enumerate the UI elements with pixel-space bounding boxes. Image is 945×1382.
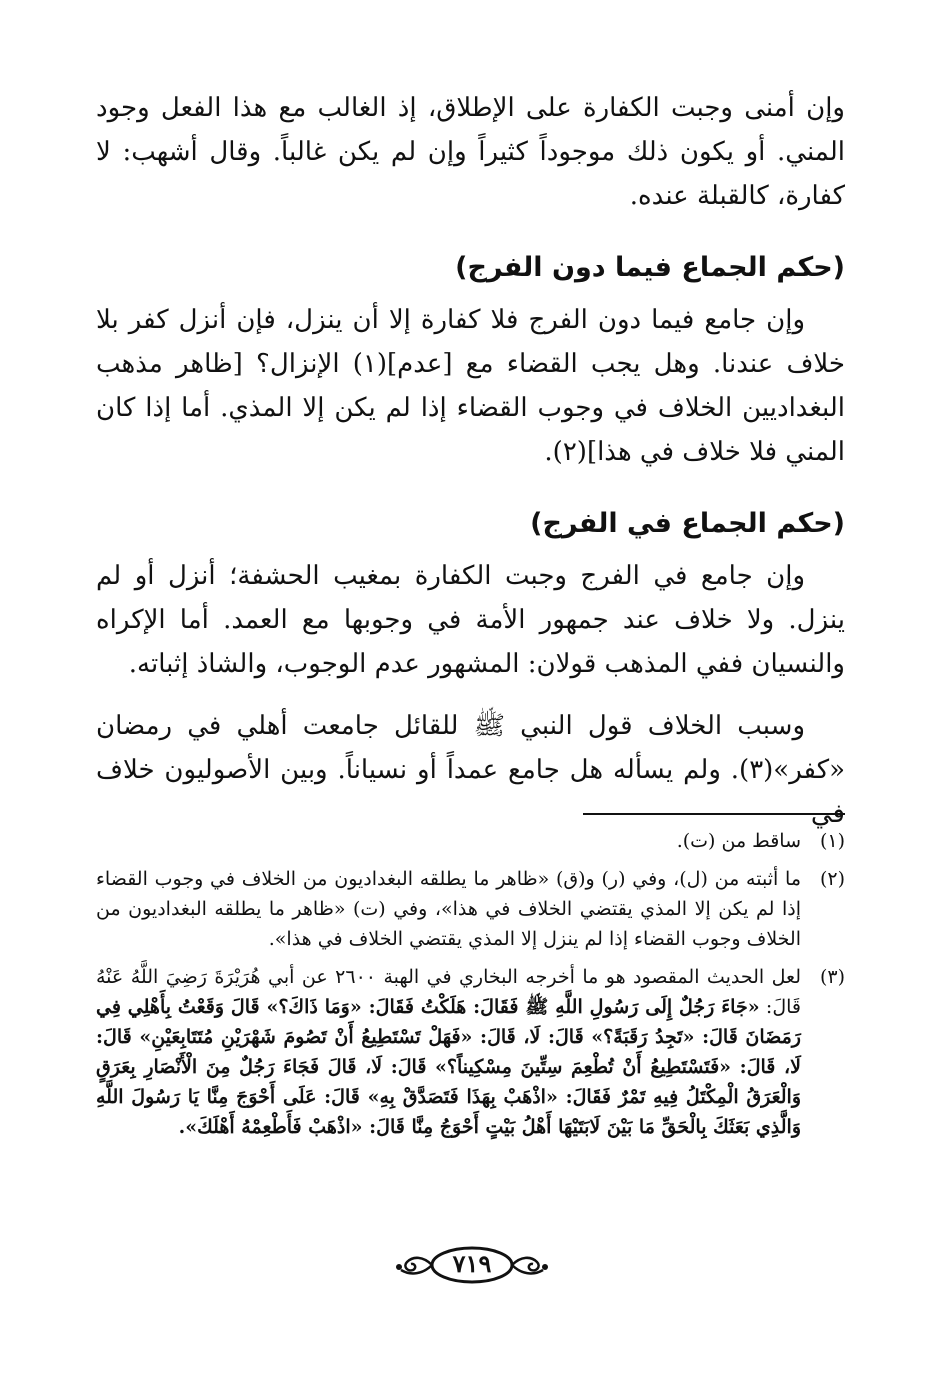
section-paragraph-non-genital: وإن جامع فيما دون الفرج فلا كفارة إلا أن ينزل، فإن أنزل كفر بلا خلاف عندنا. وهل يجب القضاء مع [عدم](١) الإنزال؟ [ظاهر مذهب البغداديين الخلاف في وجوب القضاء إذا لم يكن إلا المذي. أما إذا كان المني فلا خلاف في هذا](٢).: [96, 305, 845, 467]
footnote-number: (١): [819, 830, 845, 852]
footnote-number: (٣): [819, 966, 845, 988]
footnote-separator: [583, 813, 845, 815]
footnote-intro: لعل الحديث المقصود هو ما أخرجه البخاري في الهبة ٢٦٠٠ عن أبي هُرَيْرَةَ رَضِيَ اللَّهُ عَنْهُ قَالَ:: [96, 966, 801, 1018]
footnote-item: [96, 864, 845, 954]
footnotes: [96, 826, 845, 1150]
footnote-hadith: «جَاءَ رَجُلٌ إِلَى رَسُولِ اللَّهِ ﷺ فَقَالَ: هَلَكْتُ فَقَالَ: «وَمَا ذَاكَ؟» قَالَ وَقَعْتُ بِأَهْلِي فِي رَمَضَانَ قَالَ: «تَجِدُ رَقَبَةً؟» قَالَ: لَا، قَالَ: «فَهَلْ تَسْتَطِيعُ أَنْ تَصُومَ شَهْرَيْنِ مُتَتَابِعَيْنِ» قَالَ: لَا، قَالَ: «فَتَسْتَطِيعُ أَنْ تُطْعِمَ سِتِّينَ مِسْكِيناً؟» قَالَ: لَا، قَالَ فَجَاءَ رَجُلٌ مِنَ الْأَنْصَارِ بِعَرَقٍ وَالْعَرَقُ الْمِكْتَلُ فِيهِ تَمْرٌ فَقَالَ: «اذْهَبْ بِهَذَا فَتَصَدَّقْ بِهِ» قَالَ: عَلَى أَحْوَجَ مِنَّا يَا رَسُولَ اللَّهِ وَالَّذِي بَعَثَكَ بِالْحَقِّ مَا بَيْنَ لَابَتَيْهَا أَهْلُ بَيْتٍ أَحْوَجُ مِنَّا قَالَ: «اذْهَبْ فَأَطْعِمْهُ أَهْلَكَ».: [96, 996, 801, 1138]
section-heading-genital: (حكم الجماع في الفرج): [530, 508, 845, 539]
footnote-item: [96, 962, 845, 1142]
footnote-item: [96, 826, 845, 856]
footnote-number: (٢): [819, 868, 845, 890]
page-number: ٧١٩: [452, 1249, 492, 1278]
footnote-text: ساقط من (ت).: [676, 830, 801, 852]
footnote-text: [96, 962, 801, 1142]
section-paragraph-genital-2: وسبب الخلاف قول النبي ﷺ للقائل جامعت أهلي في رمضان «كفر»(٣). ولم يسأله هل جامع عمداً أو نسياناً. وبين الأصوليون خلاف في: [96, 711, 845, 829]
section-paragraph-genital-1: وإن جامع في الفرج وجبت الكفارة بمغيب الحشفة؛ أنزل أو لم ينزل. ولا خلاف عند جمهور الأمة في وجوبها مع العمد. أما الإكراه والنسيان ففي المذهب قولان: المشهور عدم الوجوب، والشاذ إثباته.: [96, 561, 845, 679]
page-body: [96, 86, 845, 836]
intro-paragraph: وإن أمنى وجبت الكفارة على الإطلاق، إذ الغالب مع هذا الفعل وجود المني. أو يكون ذلك موجوداً كثيراً وإن لم يكن غالباً. وقال أشهب: لا كفارة، كالقبلة عنده.: [96, 93, 845, 211]
section-heading-non-genital: (حكم الجماع فيما دون الفرج): [455, 252, 845, 283]
footnote-text: ما أثبته من (ل)، وفي (ر) و(ق) «ظاهر ما يطلقه البغداديون من الخلاف في وجوب القضاء إذا لم يكن إلا المذي يقتضي الخلاف في هذا»، وفي (ت) «ظاهر ما يطلقه البغداديون من الخلاف وجوب القضاء إذا لم ينزل إلا المذي يقتضي الخلاف في هذا».: [96, 868, 801, 950]
